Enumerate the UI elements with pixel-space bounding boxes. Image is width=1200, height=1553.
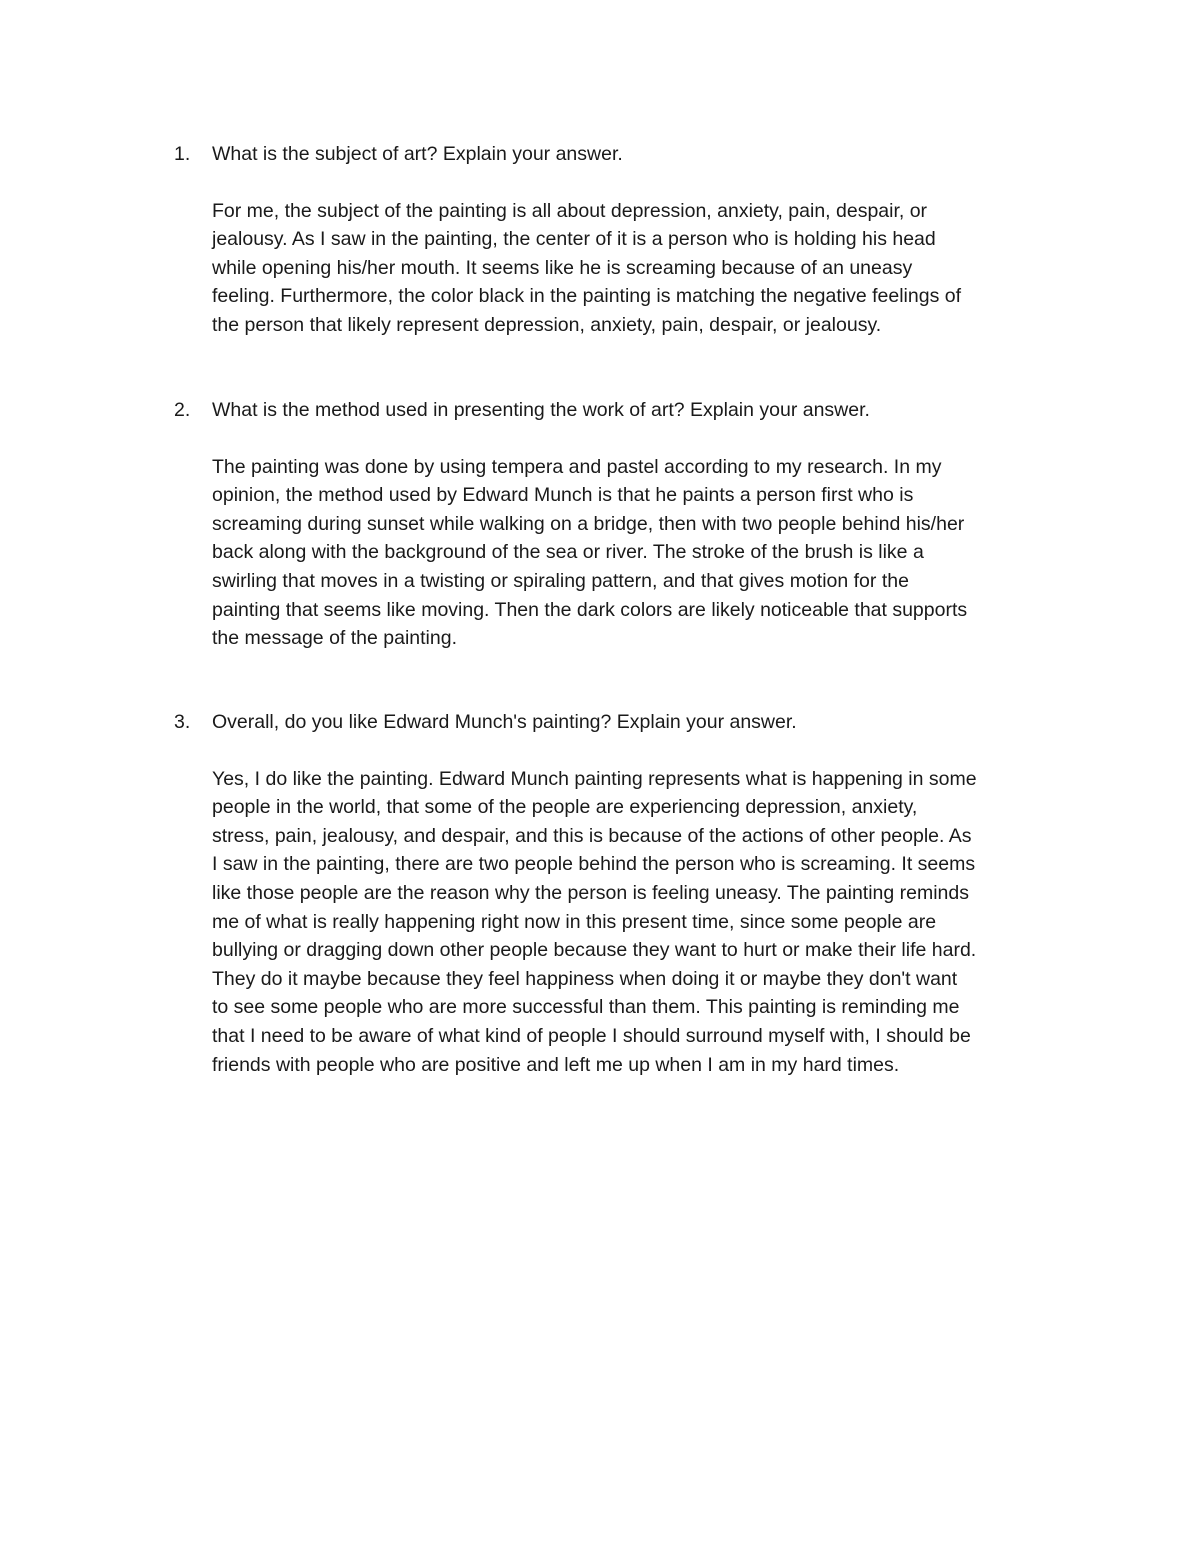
answer-line: back along with the background of the sea or river. The stroke of the brush is like a (212, 541, 924, 564)
answer-line: screaming during sunset while walking on a bridge, then with two people behind his/her (212, 512, 965, 535)
answer-line: feeling. Furthermore, the color black in the painting is matching the negative feelings of (212, 285, 962, 308)
question-line (174, 140, 1074, 169)
answer-line: bullying or dragging down other people because they want to hurt or make their life hard. (212, 939, 977, 962)
answer-line: friends with people who are positive and left me up when I am in my hard times. (212, 1053, 900, 1076)
question-number: 3. (174, 711, 191, 733)
question-item-3 (174, 708, 1074, 1079)
answer-line: the message of the painting. (212, 627, 457, 650)
answer-line: opinion, the method used by Edward Munch is that he paints a person first who is (212, 484, 914, 507)
answer-line: people in the world, that some of the people are experiencing depression, anxiety, (212, 796, 918, 819)
answer-paragraph (212, 765, 1074, 1080)
answer-line: The painting was done by using tempera and pastel according to my research. In my (212, 455, 942, 478)
answer-line: like those people are the reason why the person is feeling uneasy. The painting reminds (212, 881, 969, 904)
question-text: What is the method used in presenting the work of art? Explain your answer. (212, 399, 870, 421)
answer-line: For me, the subject of the painting is all about depression, anxiety, pain, despair, or (212, 199, 928, 222)
question-line (174, 396, 1074, 425)
question-number: 2. (174, 399, 191, 421)
answer-line: while opening his/her mouth. It seems like he is screaming because of an uneasy (212, 256, 913, 279)
answer-line: to see some people who are more successful than them. This painting is reminding me (212, 996, 960, 1019)
question-item-1 (174, 140, 1074, 340)
question-line (174, 708, 1074, 737)
answer-line: I saw in the painting, there are two people behind the person who is screaming. It seems (212, 853, 976, 876)
answer-paragraph (212, 453, 1074, 653)
answer-line: jealousy. As I saw in the painting, the center of it is a person who is holding his head (212, 228, 936, 251)
question-text: Overall, do you like Edward Munch's painting? Explain your answer. (212, 711, 797, 733)
answer-line: swirling that moves in a twisting or spiraling pattern, and that gives motion for the (212, 569, 909, 592)
question-item-2 (174, 396, 1074, 653)
answer-line: the person that likely represent depression, anxiety, pain, despair, or jealousy. (212, 313, 882, 336)
answer-line: painting that seems like moving. Then the dark colors are likely noticeable that supports (212, 598, 968, 621)
answer-paragraph (212, 197, 1074, 340)
answer-line: stress, pain, jealousy, and despair, and this is because of the actions of other people. As (212, 824, 972, 847)
answer-line: that I need to be aware of what kind of people I should surround myself with, I should be (212, 1024, 971, 1047)
answer-line: They do it maybe because they feel happiness when doing it or maybe they don't want (212, 967, 958, 990)
answer-line: Yes, I do like the painting. Edward Munch painting represents what is happening in some (212, 767, 977, 790)
answer-line: me of what is really happening right now in this present time, since some people are (212, 910, 937, 933)
question-text: What is the subject of art? Explain your answer. (212, 143, 623, 165)
question-number: 1. (174, 143, 191, 165)
